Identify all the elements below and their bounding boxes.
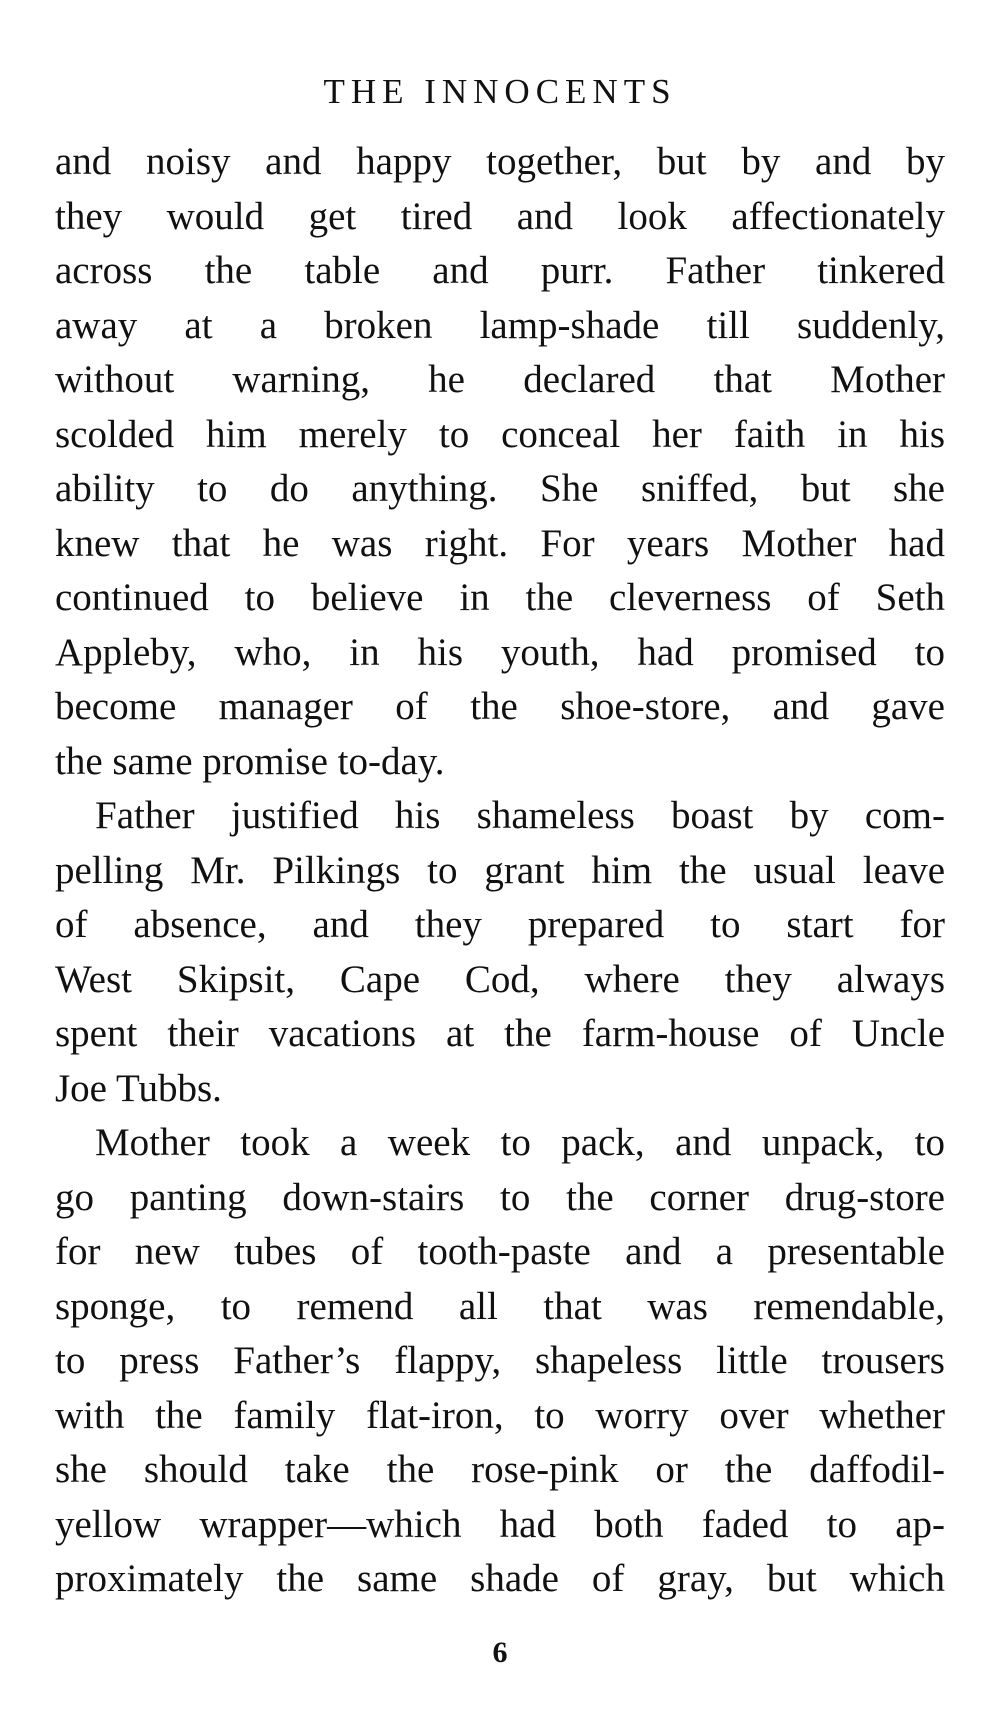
text-line: Father justified his shameless boast by com- [95, 794, 945, 837]
text-line: become manager of the shoe-store, and gave [55, 685, 945, 728]
text-line: continued to believe in the cleverness of Seth [55, 576, 945, 619]
paragraph-1 [55, 135, 945, 789]
text-line: Mother took a week to pack, and unpack, to [95, 1121, 945, 1164]
text-line: proximately the same shade of gray, but which [55, 1557, 945, 1600]
text-line: go panting down-stairs to the corner drug-store [55, 1175, 945, 1219]
paragraph-3 [55, 1116, 945, 1607]
text-line: yellow wrapper—which had both faded to ap- [55, 1502, 945, 1546]
text-line: to press Father’s flappy, shapeless little trousers [55, 1339, 945, 1382]
text-line: for new tubes of tooth-paste and a presentable [55, 1230, 945, 1273]
paragraph-2 [55, 789, 945, 1116]
page-number: 6 [492, 1636, 508, 1669]
text-line: and noisy and happy together, but by and by [55, 140, 945, 183]
text-line: she should take the rose-pink or the daffodil- [55, 1448, 945, 1491]
text-line: ability to do anything. She sniffed, but she [55, 467, 945, 510]
text-line: West Skipsit, Cape Cod, where they always [55, 957, 945, 1001]
body-text [55, 135, 945, 1607]
text-line: spent their vacations at the farm-house of Uncle [55, 1012, 945, 1055]
text-line: they would get tired and look affectionately [55, 194, 945, 238]
text-line: knew that he was right. For years Mother had [55, 521, 945, 565]
running-head: THE INNOCENTS [323, 72, 677, 111]
text-line: without warning, he declared that Mother [55, 358, 945, 401]
text-line: of absence, and they prepared to start for [55, 903, 945, 946]
text-line: the same promise to-day. [55, 739, 445, 783]
text-line: scolded him merely to conceal her faith in his [55, 412, 945, 456]
text-line: Joe Tubbs. [55, 1066, 222, 1110]
text-line: with the family flat-iron, to worry over whether [55, 1393, 945, 1437]
text-line: across the table and purr. Father tinkered [55, 249, 945, 292]
text-line: sponge, to remend all that was remendable, [55, 1284, 945, 1328]
text-line: pelling Mr. Pilkings to grant him the usual leave [55, 848, 945, 892]
text-line: away at a broken lamp-shade till suddenly, [55, 303, 945, 347]
text-line: Appleby, who, in his youth, had promised to [55, 630, 945, 674]
book-page [55, 0, 945, 1717]
